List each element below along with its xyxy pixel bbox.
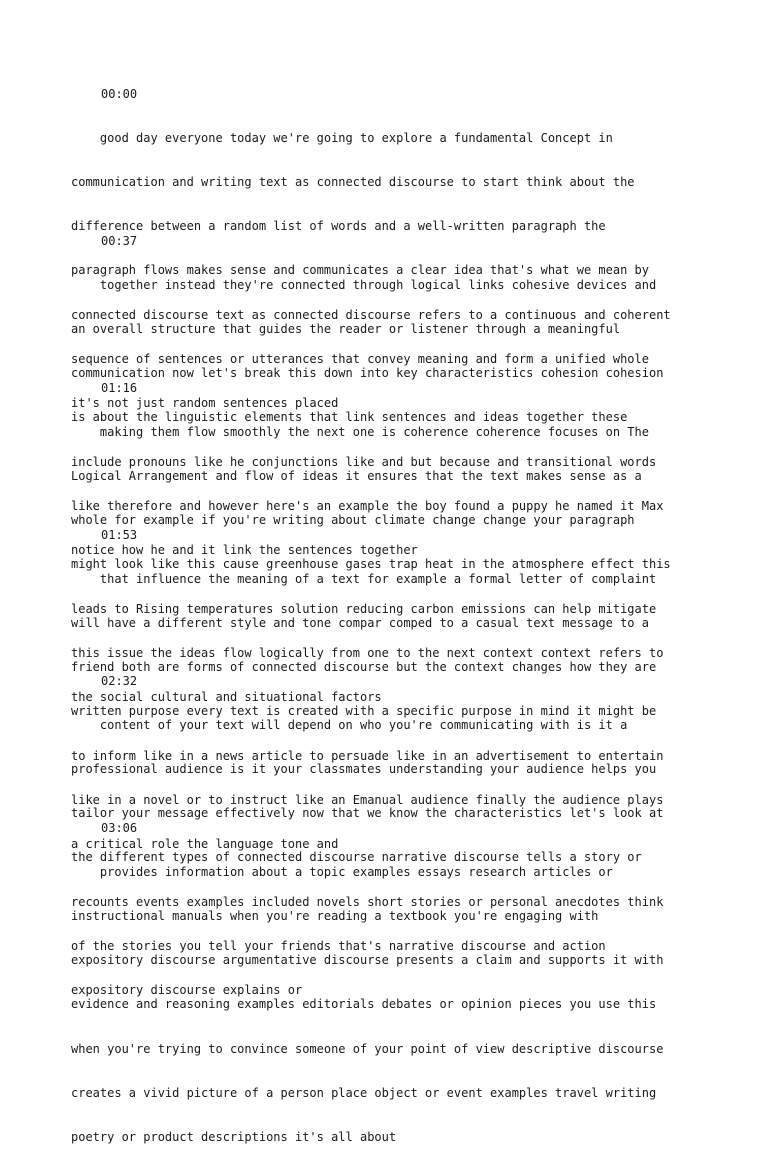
text-line: to inform like in a news article to persuade like in an advertisement to entertain [71, 748, 664, 763]
text-line: that influence the meaning of a text for example a formal letter of complaint [71, 572, 657, 587]
text-line: might look like this cause greenhouse gases trap heat in the atmosphere effect this [71, 557, 671, 572]
text-line: expository discourse explains or [71, 982, 303, 997]
transcript-segment [71, 821, 731, 1174]
text-line: paragraph flows makes sense and communicates a clear idea that's what we mean by [71, 263, 649, 278]
text-line: include pronouns like he conjunctions like and but because and transitional words [71, 454, 657, 469]
text-line: an overall structure that guides the reader or listener through a meaningful [71, 322, 621, 337]
text-line: sequence of sentences or utterances that convey meaning and form a unified whole [71, 351, 649, 366]
text-line: instructional manuals when you're reading a textbook you're engaging with [71, 909, 599, 924]
text-line: the different types of connected discourse narrative discourse tells a story or [71, 850, 642, 865]
text-line: together instead they're connected through logical links cohesive devices and [71, 278, 657, 293]
text-line: friend both are forms of connected discourse but the context changes how they are [71, 660, 657, 675]
text-line: poetry or product descriptions it's all about [71, 1129, 397, 1144]
text-line: of the stories you tell your friends that's narrative discourse and action [71, 938, 606, 953]
text-line: recounts events examples included novels short stories or personal anecdotes think [71, 894, 664, 909]
text-line: like in a novel or to instruct like an Emanual audience finally the audience plays [71, 792, 664, 807]
text-line: a critical role the language tone and [71, 836, 339, 851]
timestamp: 02:32 [101, 674, 138, 688]
text-line: the social cultural and situational factors [71, 689, 382, 704]
timestamp: 00:00 [101, 87, 138, 101]
text-line: communication now let's break this down into key characteristics cohesion cohesion [71, 366, 664, 381]
timestamp: 01:16 [101, 381, 138, 395]
text-line: communication and writing text as connected discourse to start think about the [71, 175, 635, 190]
text-line: content of your text will depend on who you're communicating with is it a [71, 718, 628, 733]
text-line: it's not just random sentences placed [71, 395, 339, 410]
text-line: connected discourse text as connected discourse refers to a continuous and coherent [71, 307, 671, 322]
text-line: this issue the ideas flow logically from one to the next context context refers to [71, 645, 664, 660]
text-line: professional audience is it your classmates understanding your audience helps you [71, 762, 657, 777]
text-line: leads to Rising temperatures solution reducing carbon emissions can help mitigate [71, 601, 657, 616]
text-line: difference between a random list of words and a well-written paragraph the [71, 219, 606, 234]
text-line: creates a vivid picture of a person place object or event examples travel writing [71, 1085, 657, 1100]
text-line: good day everyone today we're going to explore a fundamental Concept in [71, 131, 613, 146]
text-line: is about the linguistic elements that link sentences and ideas together these [71, 410, 628, 425]
timestamp: 01:53 [101, 528, 138, 542]
text-line: Logical Arrangement and flow of ideas it ensures that the text makes sense as a [71, 469, 642, 484]
text-line: tailor your message effectively now that we know the characteristics let's look at [71, 806, 664, 821]
text-line: making them flow smoothly the next one is coherence coherence focuses on The [71, 425, 649, 440]
text-line: whole for example if you're writing about climate change change your paragraph [71, 513, 635, 528]
transcript-paragraph [71, 836, 731, 1174]
text-line: notice how he and it link the sentences together [71, 542, 418, 557]
timestamp: 00:37 [101, 234, 138, 248]
text-line: when you're trying to convince someone of your point of view descriptive discourse [71, 1041, 664, 1056]
text-line: evidence and reasoning examples editorials debates or opinion pieces you use this [71, 997, 657, 1012]
text-line: provides information about a topic examples essays research articles or [71, 865, 613, 880]
text-line: written purpose every text is created with a specific purpose in mind it might be [71, 704, 657, 719]
text-line: like therefore and however here's an example the boy found a puppy he named it Max [71, 498, 664, 513]
text-line: will have a different style and tone compar comped to a casual text message to a [71, 616, 649, 631]
timestamp: 03:06 [101, 821, 138, 835]
text-line: expository discourse argumentative discourse presents a claim and supports it with [71, 953, 664, 968]
